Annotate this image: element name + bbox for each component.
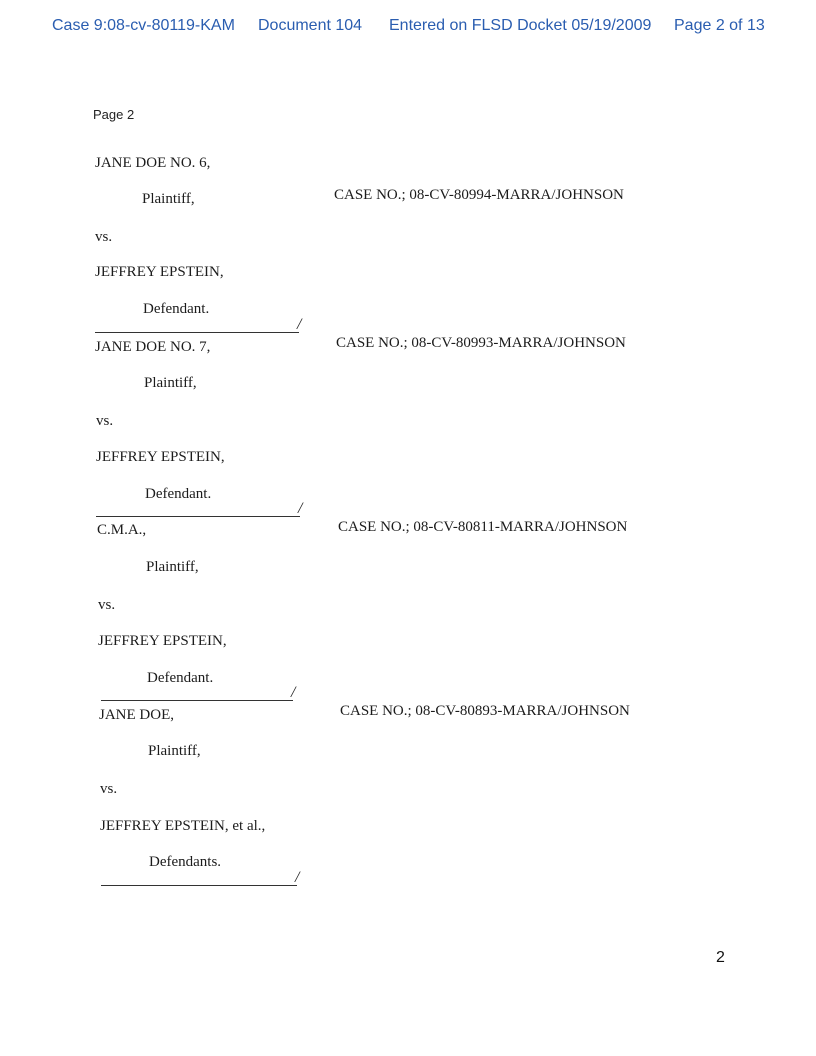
- plaintiff-role: Plaintiff,: [146, 559, 199, 575]
- caption-rule-mark: /: [298, 500, 303, 517]
- defendant-name: JEFFREY EPSTEIN,: [96, 449, 225, 465]
- caption-rule: [95, 332, 299, 333]
- plaintiff-role: Plaintiff,: [148, 743, 201, 759]
- case-number: CASE NO.; 08-CV-80994-MARRA/JOHNSON: [334, 187, 624, 203]
- caption-rule: [96, 516, 300, 517]
- header-entered-date: Entered on FLSD Docket 05/19/2009: [389, 17, 652, 34]
- plaintiff-name: JANE DOE NO. 7,: [95, 339, 211, 355]
- plaintiff-name: C.M.A.,: [97, 522, 147, 538]
- caption-rule: [101, 885, 297, 886]
- caption-rule-mark: /: [297, 316, 302, 333]
- case-number: CASE NO.; 08-CV-80811-MARRA/JOHNSON: [338, 519, 628, 535]
- defendant-role: Defendant.: [143, 301, 210, 317]
- versus-label: vs.: [100, 781, 118, 797]
- plaintiff-name: JANE DOE,: [99, 707, 174, 723]
- case-number: CASE NO.; 08-CV-80993-MARRA/JOHNSON: [336, 335, 626, 351]
- case-number: CASE NO.; 08-CV-80893-MARRA/JOHNSON: [340, 703, 630, 719]
- header-case-number: Case 9:08-cv-80119-KAM: [52, 17, 235, 34]
- defendant-name: JEFFREY EPSTEIN,: [98, 633, 227, 649]
- header-page-count: Page 2 of 13: [674, 17, 765, 34]
- header-document-number: Document 104: [258, 17, 363, 34]
- versus-label: vs.: [98, 597, 116, 613]
- caption-rule: [101, 700, 293, 701]
- versus-label: vs.: [95, 229, 113, 245]
- plaintiff-name: JANE DOE NO. 6,: [95, 155, 211, 171]
- docket-header: [0, 17, 816, 37]
- caption-rule-mark: /: [295, 869, 300, 886]
- page-label: Page 2: [93, 107, 135, 122]
- caption-rule-mark: /: [291, 684, 296, 701]
- versus-label: vs.: [96, 413, 114, 429]
- plaintiff-role: Plaintiff,: [142, 191, 195, 207]
- defendant-role: Defendants.: [149, 854, 222, 870]
- defendant-role: Defendant.: [147, 670, 214, 686]
- defendant-role: Defendant.: [145, 486, 212, 502]
- defendant-name: JEFFREY EPSTEIN,: [95, 264, 224, 280]
- defendant-name: JEFFREY EPSTEIN, et al.,: [100, 818, 266, 834]
- page-number: 2: [716, 949, 725, 966]
- plaintiff-role: Plaintiff,: [144, 375, 197, 391]
